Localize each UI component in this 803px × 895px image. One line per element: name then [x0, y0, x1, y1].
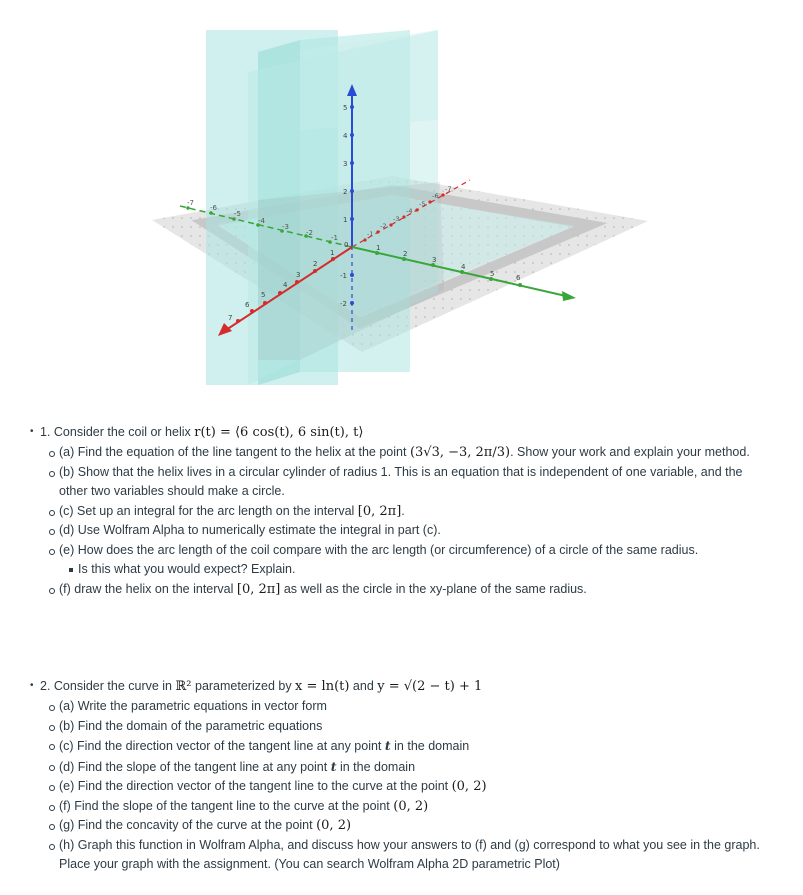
- q1-part-f: (f) draw the helix on the interval [0, 2π] as well as the circle in the xy-plane of the same radius.: [30, 580, 770, 600]
- y-tick-label: 5: [490, 270, 495, 278]
- x-tick-label: 7: [228, 314, 233, 322]
- 3d-graph-figure: [0, 0, 803, 400]
- q2-part-f: (f) Find the slope of the tangent line to the curve at the point (0, 2): [30, 797, 770, 817]
- z-tick-label: 5: [343, 104, 348, 112]
- y-tick-label: -7: [187, 199, 194, 207]
- x-tick-label: 6: [245, 301, 250, 309]
- q2-part-g: (g) Find the concavity of the curve at the point (0, 2): [30, 816, 770, 836]
- q1-part-a: (a) Find the equation of the line tangent to the helix at the point (3√3, −3, 2π/3). Show your work and explain your method.: [30, 443, 770, 463]
- z-tick-label: 4: [343, 132, 348, 140]
- question-2: [30, 676, 770, 875]
- x-tick-label: 3: [296, 271, 301, 279]
- q1-part-b: (b) Show that the helix lives in a circular cylinder of radius 1. This is an equation that is independent of one variable, and the other two variables should make a circle.: [30, 463, 770, 502]
- y-tick-label: -2: [306, 229, 313, 237]
- y-tick-label: 6: [516, 274, 521, 282]
- x-tick-label: 5: [261, 291, 266, 299]
- x-tick-label: -4: [406, 207, 413, 215]
- q2-part-a: (a) Write the parametric equations in vector form: [30, 697, 770, 717]
- z-tick-label: 3: [343, 160, 348, 168]
- y-tick-label: 3: [432, 256, 437, 264]
- y-tick-label: 4: [461, 263, 466, 271]
- q2-part-e: (e) Find the direction vector of the tangent line to the curve at the point (0, 2): [30, 777, 770, 797]
- z-tick-label: -2: [340, 300, 347, 308]
- y-tick-label: -6: [210, 204, 217, 212]
- z-tick-label: -1: [340, 272, 347, 280]
- q2-part-b: (b) Find the domain of the parametric equations: [30, 717, 770, 737]
- question-2-title: • 2. Consider the curve in ℝ² parameterized by x = ln(t) and y = √(2 − t) + 1: [30, 676, 770, 697]
- x-tick-label: 4: [283, 281, 288, 289]
- q1-part-c: (c) Set up an integral for the arc length on the interval [0, 2π].: [30, 502, 770, 522]
- y-tick-label: -3: [282, 223, 289, 231]
- y-tick-label: -1: [331, 234, 338, 242]
- question-1: [30, 422, 770, 599]
- y-tick-label: 1: [376, 244, 381, 252]
- q1-part-e: (e) How does the arc length of the coil compare with the arc length (or circumference) of a circle of the same radius.: [30, 541, 770, 561]
- x-tick-label: 2: [313, 260, 318, 268]
- q2-part-d: (d) Find the slope of the tangent line at any point t in the domain: [30, 757, 770, 778]
- q1-part-e-sub: Is this what you would expect? Explain.: [30, 560, 770, 580]
- x-tick-label: -5: [419, 200, 426, 208]
- y-tick-label: -4: [258, 217, 265, 225]
- x-tick-label: -2: [380, 222, 387, 230]
- question-1-title: • 1. Consider the coil or helix r(t) = ⟨6 cos(t), 6 sin(t), t⟩: [30, 422, 770, 443]
- y-tick-label: 2: [403, 250, 408, 258]
- z-tick-label: 1: [343, 216, 348, 224]
- x-tick-label: -7: [445, 185, 452, 193]
- x-tick-label: 1: [330, 249, 335, 257]
- x-tick-label: -1: [367, 230, 374, 238]
- x-tick-label: -3: [393, 215, 400, 223]
- q1-part-d: (d) Use Wolfram Alpha to numerically estimate the integral in part (c).: [30, 521, 770, 541]
- q2-part-h: (h) Graph this function in Wolfram Alpha, and discuss how your answers to (f) and (g) correspond to what you see in the graph. Place your graph with the assignment. (You can search Wolfram Alpha 2D parametric Plot): [30, 836, 770, 875]
- x-tick-label: -6: [432, 192, 439, 200]
- q2-part-c: (c) Find the direction vector of the tangent line at any point t in the domain: [30, 736, 770, 757]
- z-tick-label: 2: [343, 188, 348, 196]
- y-tick-label: -5: [234, 210, 241, 218]
- origin-label: 0: [344, 241, 349, 249]
